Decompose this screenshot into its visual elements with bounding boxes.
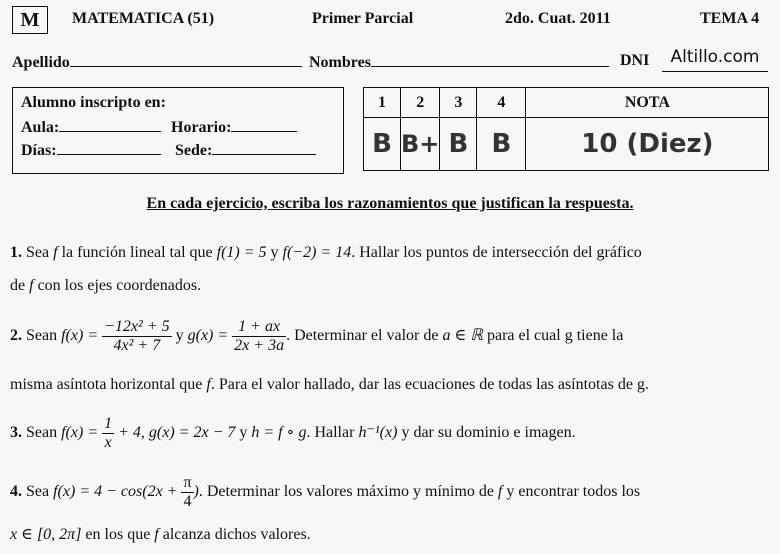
surname-field <box>12 52 302 72</box>
names-field <box>309 52 609 72</box>
sede-label: Sede: <box>175 142 213 159</box>
question-2-line-2: misma asíntota horizontal que f. Para el valor hallado, dar las ecuaciones de todas las asíntotas de g. <box>10 376 649 393</box>
horario-field <box>171 117 297 137</box>
watermark: Altillo.com <box>662 47 768 72</box>
exam-code: M <box>20 9 40 31</box>
grade-mark-2: B+ <box>401 118 440 171</box>
horario-label: Horario: <box>171 119 232 136</box>
grade-header-4: 4 <box>477 88 526 118</box>
names-label: Nombres <box>309 54 371 71</box>
grade-header-1: 1 <box>364 88 401 118</box>
version-label: TEMA 4 <box>700 10 760 27</box>
fraction-g: $\frac{1 + ax}{2x + 3a}$ <box>234 318 285 354</box>
grade-mark-1: B <box>364 118 401 171</box>
question-3-number: 3. <box>10 423 22 441</box>
final-grade: 10 (Diez) <box>526 118 769 171</box>
question-1-line-2: de f con los ejes coordenados. <box>10 277 202 294</box>
surname-label: Apellido <box>12 54 70 71</box>
enrollment-title: Alumno inscripto en: <box>21 94 166 111</box>
aula-field <box>21 117 161 137</box>
grade-header-2: 2 <box>401 88 440 118</box>
question-3-line-1: 3. Sean f(x) = $\frac{1}{x}$ + 4, g(x) = 2x − 7 y h = f ∘ g. Hallar h⁻¹(x) y dar su dominio e imagen. <box>10 415 576 451</box>
aula-label: Aula: <box>21 119 60 136</box>
grade-header-3: 3 <box>440 88 477 118</box>
grades-table <box>363 87 769 171</box>
dni-label: DNI <box>620 52 650 69</box>
enrollment-box <box>12 87 344 174</box>
subject-title: MATEMATICA (51) <box>72 10 215 27</box>
dias-label: Días: <box>21 142 57 159</box>
question-2-line-1: 2. Sean f(x) = $\frac{\text{−12x² + 5}}{\text{4x² + 7}}$ y g(x) = $\frac{1 + ax}{2x + 3a}$ . Determinar el valor de a ∈ ℝ para el cual g tiene la <box>10 318 624 354</box>
exam-name: Primer Parcial <box>312 10 414 27</box>
fraction-pi: $\frac{\pi}{4}$ <box>183 474 192 510</box>
question-1-line-1: 1. Sea f la función lineal tal que f(1) = 5 y f(−2) = 14. Hallar los puntos de intersección del gráfico <box>10 244 642 261</box>
instruction: En cada ejercicio, escriba los razonamientos que justifican la respuesta. <box>146 195 634 212</box>
surname-line <box>70 52 302 67</box>
question-1-number: 1. <box>10 244 22 261</box>
question-4-line-2: x ∈ [0, 2π] en los que f alcanza dichos valores. <box>10 526 311 543</box>
sede-field <box>175 140 316 160</box>
dias-field <box>21 140 161 160</box>
term-label: 2do. Cuat. 2011 <box>505 10 611 27</box>
exam-code-box <box>12 6 48 34</box>
names-line <box>371 52 609 67</box>
grade-header-nota: NOTA <box>526 88 769 118</box>
grade-mark-3: B <box>440 118 477 171</box>
fraction-f: $\frac{\text{−12x² + 5}}{\text{4x² + 7}}$ <box>104 318 170 354</box>
question-2-number: 2. <box>10 326 22 344</box>
question-4-number: 4. <box>10 482 22 500</box>
fraction-f3: $\frac{1}{x}$ <box>104 415 113 451</box>
question-4-line-1: 4. Sea f(x) = 4 − cos(2x + $\frac{\pi}{4}$ ). Determinar los valores máximo y mínimo de f y encontrar todos los <box>10 474 641 510</box>
grade-mark-4: B <box>477 118 526 171</box>
